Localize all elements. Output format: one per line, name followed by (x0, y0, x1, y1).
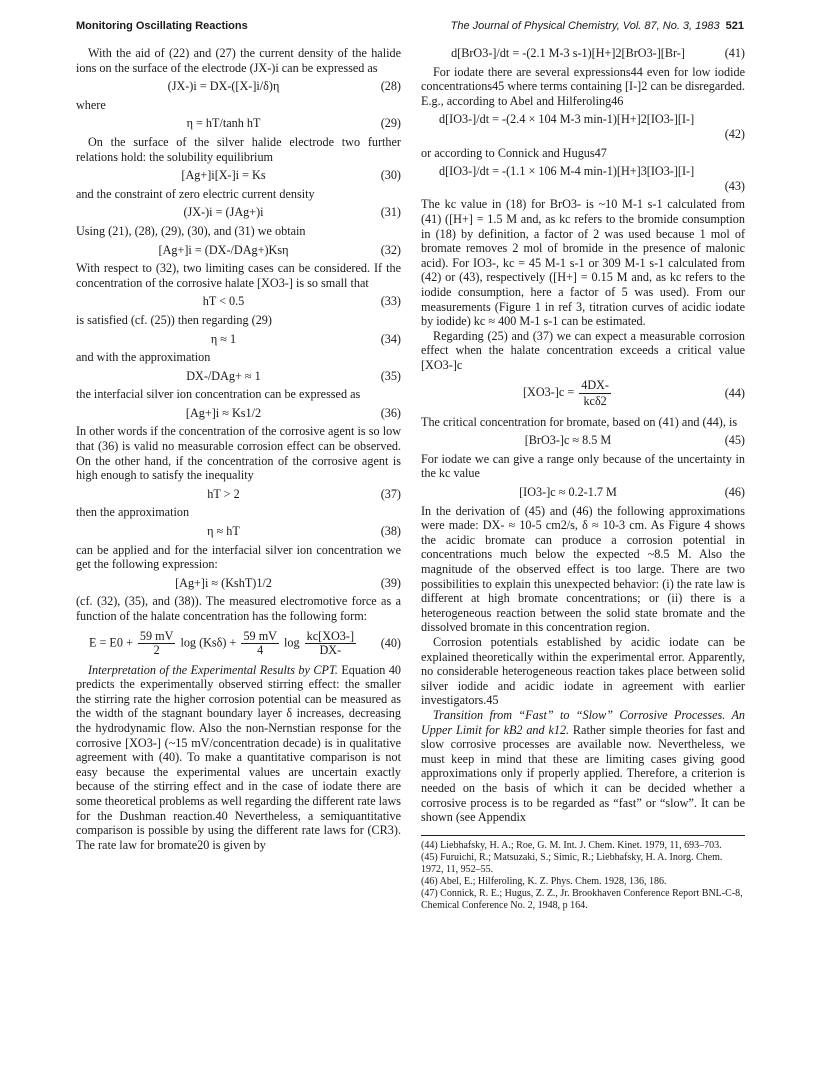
journal-citation: The Journal of Physical Chemistry, Vol. 87, No. 3, 1983 521 (450, 20, 744, 32)
paragraph: and with the approximation (76, 350, 211, 365)
equation-43: d[IO3-]/dt = -(1.1 × 106 M-4 min-1)[H+]3[IO3-][I-] (43) (439, 164, 745, 193)
paragraph: Regarding (25) and (37) we can expect a measurable corrosion effect when the halate concentration exceeds a critical value [XO3-]c (421, 328, 745, 372)
equation-34: η ≈ 1 (34) (210, 331, 401, 346)
left-column (76, 46, 401, 852)
equation-28: (JX-)i = DX-([X-]i/δ)η (28) (167, 79, 401, 94)
equation-44: [XO3-]c = $\frac{4DX-}{\text{kcδ2}}$ (44) (522, 378, 745, 409)
equation-33: hT < 0.5 (33) (202, 294, 401, 309)
equation-42: d[IO3-]/dt = -(2.4 × 104 M-3 min-1)[H+]2[IO3-][I-] (42) (439, 112, 745, 141)
equation-31: (JX-)i = (JAg+)i (31) (183, 205, 401, 220)
paragraph: Using (21), (28), (29), (30), and (31) we obtain (76, 223, 306, 238)
equation-35: DX-/DAg+ ≈ 1 (35) (186, 368, 401, 383)
paragraph: where (76, 97, 106, 112)
paragraph: Interpretation of the Experimental Results by CPT. Equation 40 predicts the experimentally observed stirring effect: the smaller the stirring rate the higher corrosion potential can be measured as the width of the stagnant boundary layer δ increases, decreasing the hydrodynamic flow. Also the non-Nernstian response for the corrosive [XO3-] (~15 mV/concentration decade) is in qualitative agreement with (40). To make a quantitative comparison is not easy because the experimental values are uncertain exactly because of the stirring effect and in the case of iodate there are some theoretical problems as well regarding the different rate laws for the Dushman reaction.40 Nevertheless, a semiquantitative comparison is possible by using the different rate laws for (CR3). The rate law for bromate20 is given by (76, 662, 402, 852)
paragraph: then the approximation (76, 505, 190, 520)
paragraph: In the derivation of (45) and (46) the following approximations were made: DX- ≈ 10-5 cm2/s, δ ≈ 10-3 cm. As Figure 4 shows the acidic bromate can produce a corrosion potential in concentrations much below the expected ~8.5 M. Also the magnitude of the observed effect is too large. There are two possibilities to explain this unexpected behavior: (i) the rate law is different at high bromate concentrations; or (ii) there is a heterogeneous reaction between the solid state bromate and the dissolved bromate in this concentration region. (421, 503, 745, 635)
equation-29: η = hT/tanh hT (29) (186, 116, 401, 131)
paragraph: With respect to (32), two limiting cases can be considered. If the concentration of the corrosive halate [XO3-] is so small that (76, 261, 401, 290)
equation-39: [Ag+]i ≈ (KshT)1/2 (39) (175, 575, 401, 590)
paragraph: or according to Connick and Hugus47 (421, 145, 607, 160)
paragraph: can be applied and for the interfacial silver ion concentration we get the following expression: (76, 542, 401, 572)
paragraph: is satisfied (cf. (25)) then regarding (29) (76, 312, 272, 327)
paragraph: The kc value in (18) for BrO3- is ~10 M-1 s-1 calculated from (41) ([H+] = 1.5 M and, as kc refers to the bromide consumption in (18) by definition, a factor of 2 was used because 1 mol of bromate removes 2 mol of bromide in the presence of malonic acid). For IO3-, kc = 45 M-1 s-1 or 309 M-1 s-1 calculated from (42) or (43), respectively ([H+] = 0.15 M and, as kc refers to the iodide consumption, here a factor of 5 was used). From our measurements (Figure 1 in ref 3, titration curves of acidic iodate by iodide) kc ≈ 400 M-1 s-1 can be estimated. (421, 197, 745, 329)
equation-37: hT > 2 (37) (207, 486, 401, 501)
running-title: Monitoring Oscillating Reactions (76, 20, 248, 32)
paragraph: With the aid of (22) and (27) the current density of the halide ions on the surface of the electrode (JX-)i can be expressed as (76, 46, 401, 75)
paragraph: Corrosion potentials established by acidic iodate can be explained theoretically within the experimental error. Apparently, no considerable heterogeneous reaction takes place between solid silver iodide and acidic iodate in agreement with earlier investigators.45 (421, 634, 745, 708)
equation-32: [Ag+]i = (DX-/DAg+)Ksη (32) (158, 242, 401, 257)
paragraph: For iodate there are several expressions44 even for low iodide concentrations45 where terms containing [I-]2 can be disregarded. E.g., according to Abel and Hilferoling46 (421, 64, 745, 108)
equation-30: [Ag+]i[X-]i = Ks (30) (181, 168, 401, 183)
footnote: (47) Connick, R. E.; Hugus, Z. Z., Jr. Brookhaven Conference Report BNL-C-8, Chemical Conference No. 2, 1948, p 164. (421, 887, 743, 911)
paragraph: Transition from “Fast” to “Slow” Corrosive Processes. An Upper Limit for kB2 and k12. Rather simple theories for fast and slow corrosive processes are available now. Nevertheless, we must keep in mind that these are limiting cases giving good approximations only if properly applied. Therefore, a criterion is needed on the basis of which it can be decided whether a corrosive process is to be regarded as “fast” or “slow”. It can be shown (see Appendix (421, 707, 746, 825)
paragraph: For iodate we can give a range only because of the uncertainty in the kc value (421, 451, 745, 481)
equation-40: E = E0 + $\frac{59 mV}{2}$ log (Ksδ) + $\frac{59 mV}{4}$ log $\frac{kc[XO3-]}{DX-}$ (40) (88, 628, 401, 657)
right-column (421, 46, 745, 912)
footnotes (421, 835, 745, 912)
page-number: 521 (725, 20, 744, 32)
equation-36: [Ag+]i ≈ Ks1/2 (36) (185, 405, 401, 420)
equation-46: [IO3-]c ≈ 0.2-1.7 M (46) (519, 485, 745, 500)
paragraph: the interfacial silver ion concentration can be expressed as (76, 387, 361, 402)
paragraph: The critical concentration for bromate, based on (41) and (44), is (421, 414, 738, 429)
footnote: (44) Liebhafsky, H. A.; Roe, G. M. Int. J. Chem. Kinet. 1979, 11, 693–703. (421, 839, 722, 851)
page-header (76, 20, 744, 36)
equation-45: [BrO3-]c ≈ 8.5 M (45) (524, 433, 745, 448)
paragraph: (cf. (32), (35), and (38)). The measured electromotive force as a function of the halate concentration has the following form: (76, 594, 401, 623)
paragraph: On the surface of the silver halide electrode two further relations hold: the solubility equilibrium (76, 134, 401, 164)
paragraph: In other words if the concentration of the corrosive agent is so low that (36) is valid no measurable corrosion effect can be observed. On the other hand, if the concentration of the corrosive agent is high enough to satisfy the inequality (76, 424, 401, 483)
footnote: (46) Abel, E.; Hilferoling, K. Z. Phys. Chem. 1928, 136, 186. (421, 875, 667, 887)
equation-41: d[BrO3-]/dt = -(2.1 M-3 s-1)[H+]2[BrO3-][Br-] (41) (451, 46, 745, 60)
paragraph: and the constraint of zero electric current density (76, 186, 315, 201)
footnote: (45) Furuichi, R.; Matsuzaki, S.; Simic, R.; Liebhafsky, H. A. Inorg. Chem. 1972, 11, 952–55. (421, 851, 723, 875)
equation-38: η ≈ hT (38) (207, 524, 401, 539)
